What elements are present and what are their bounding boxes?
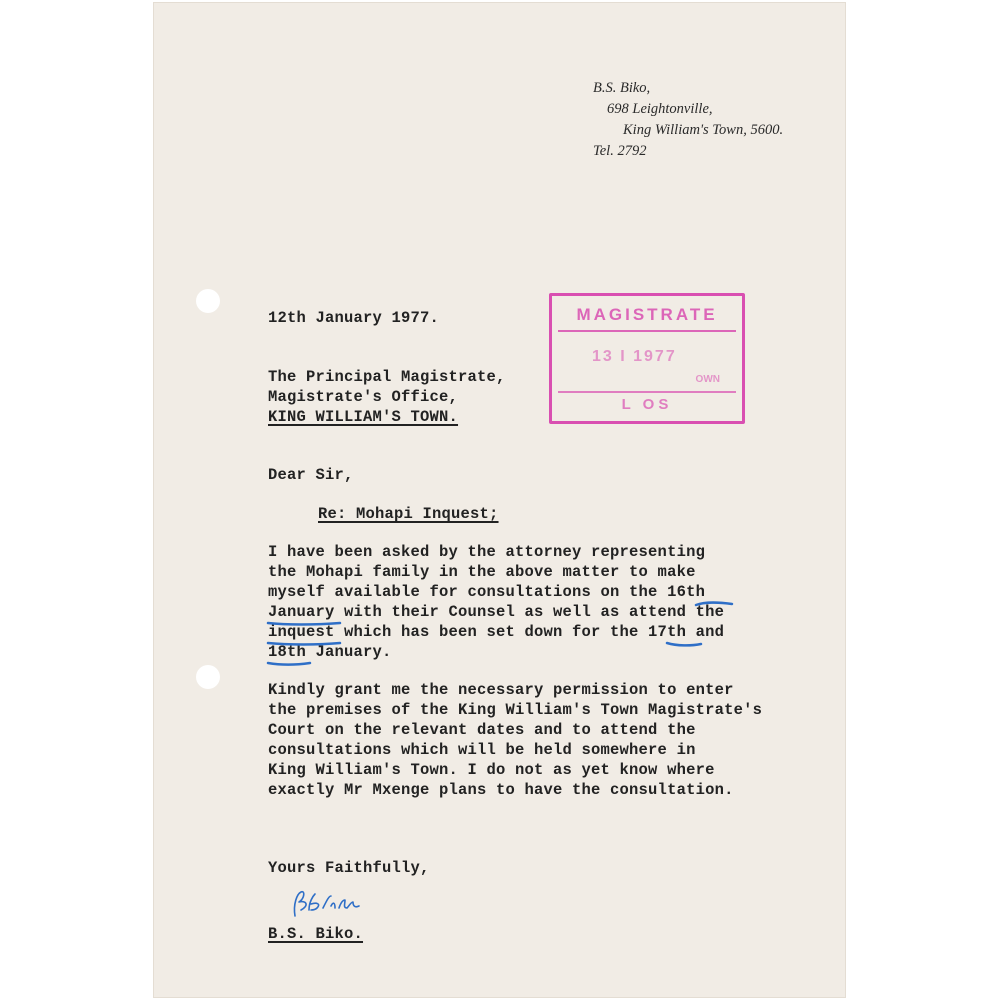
- sender-tel: Tel. 2792: [593, 143, 647, 159]
- paragraph-1-line: myself available for consultations on the 16th: [268, 583, 706, 601]
- paragraph-2-line: King William's Town. I do not as yet know where: [268, 761, 715, 779]
- recipient-line-1: The Principal Magistrate,: [268, 368, 506, 386]
- paragraph-1-line: inquest which has been set down for the 17th and: [268, 623, 725, 641]
- paragraph-2-line: the premises of the King William's Town Magistrate's: [268, 701, 763, 719]
- paragraph-2-line: Kindly grant me the necessary permission to enter: [268, 681, 734, 699]
- salutation: Dear Sir,: [268, 466, 354, 484]
- letterhead: [593, 78, 843, 162]
- handwritten-signature: [287, 884, 377, 922]
- paragraph-1-line: the Mohapi family in the above matter to make: [268, 563, 696, 581]
- ink-underline-january: [266, 619, 342, 627]
- paragraph-1-line: January with their Counsel as well as attend the: [268, 603, 725, 621]
- subject-line: Re: Mohapi Inquest;: [318, 505, 499, 523]
- recipient-line-3: KING WILLIAM'S TOWN.: [268, 408, 459, 426]
- stamp-town: OWN: [695, 374, 720, 385]
- paragraph-2-line: exactly Mr Mxenge plans to have the consultation.: [268, 781, 734, 799]
- stamp-date: 13 I 1977: [592, 348, 677, 365]
- punch-hole-top: [196, 289, 220, 313]
- ink-underline-17th: [665, 640, 705, 648]
- stamp-title: MAGISTRATE: [558, 300, 736, 332]
- ink-underline-16th: [694, 600, 734, 608]
- letter-date: 12th January 1977.: [268, 309, 440, 327]
- paragraph-2-line: Court on the relevant dates and to attend the: [268, 721, 696, 739]
- closing: Yours Faithfully,: [268, 859, 430, 877]
- sender-street: 698 Leightonville,: [607, 101, 713, 117]
- sender-town: King William's Town, 5600.: [623, 122, 784, 138]
- signatory-name: B.S. Biko.: [268, 925, 364, 943]
- ink-underline-inquest: [266, 639, 342, 647]
- ink-underline-18th: [266, 659, 312, 667]
- paragraph-1-line: 18th January.: [268, 643, 392, 661]
- recipient-line-2: Magistrate's Office,: [268, 388, 459, 406]
- punch-hole-bottom: [196, 665, 220, 689]
- magistrate-stamp: [549, 293, 745, 424]
- stamp-bottom: L OS: [558, 391, 736, 417]
- sender-name: B.S. Biko,: [593, 80, 651, 96]
- paragraph-2-line: consultations which will be held somewhere in: [268, 741, 696, 759]
- paragraph-1-line: I have been asked by the attorney representing: [268, 543, 706, 561]
